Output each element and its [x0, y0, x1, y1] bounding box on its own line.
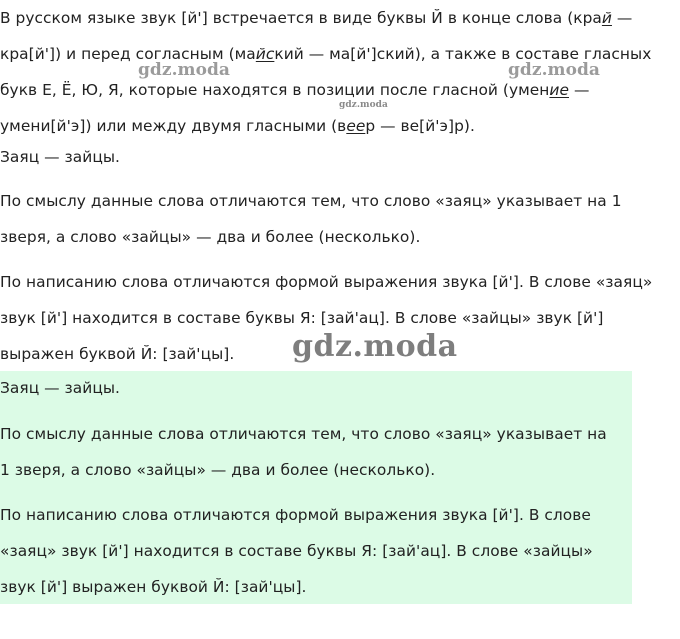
highlighted-spelling-line-3: звук [й'] выражен буквой Й: [зай'цы].	[0, 578, 307, 596]
intro-text: —	[569, 81, 590, 99]
highlighted-answer-title: Заяц — зайцы.	[0, 379, 120, 397]
intro-text: букв Е, Ё, Ю, Я, которые находятся в позиции после гласной (умен	[0, 81, 550, 99]
answer-title: Заяц — зайцы.	[0, 148, 120, 166]
intro-text: кий — ма[й']ский), а также в составе гласных	[274, 45, 652, 63]
spelling-line-3: выражен буквой Й: [зай'цы].	[0, 345, 235, 363]
intro-line-3	[0, 80, 589, 100]
intro-text: умени[й'э]) или между двумя гласными (в	[0, 117, 347, 135]
intro-text: кра[й']) и перед согласным (ма	[0, 45, 256, 63]
watermark: gdz.moda	[339, 100, 388, 110]
spelling-line-1: По написанию слова отличаются формой выражения звука [й']. В слове «заяц»	[0, 273, 653, 291]
meaning-line-2: зверя, а слово «зайцы» — два и более (несколько).	[0, 228, 421, 246]
intro-text: р — ве[й'э]р).	[365, 117, 475, 135]
answer-highlight-box	[0, 371, 632, 604]
underlined-letters: ие	[549, 81, 569, 99]
underlined-letter: й	[601, 9, 612, 27]
underlined-letters: ее	[346, 117, 366, 135]
spelling-line-2: звук [й'] находится в составе буквы Я: [зай'ац]. В слове «зайцы» звук [й']	[0, 309, 604, 327]
highlighted-spelling-line-2: «заяц» звук [й'] находится в составе буквы Я: [зай'ац]. В слове «зайцы»	[0, 542, 593, 560]
intro-line-2	[0, 44, 651, 64]
highlighted-meaning-line-1: По смыслу данные слова отличаются тем, что слово «заяц» указывает на	[0, 425, 607, 443]
watermark: gdz.moda	[508, 60, 600, 80]
intro-line-4	[0, 116, 475, 136]
highlighted-spelling-line-1: По написанию слова отличаются формой выражения звука [й']. В слове	[0, 506, 591, 524]
meaning-line-1: По смыслу данные слова отличаются тем, что слово «заяц» указывает на 1	[0, 192, 622, 210]
underlined-letters: йс	[255, 45, 275, 63]
intro-text: В русском языке звук [й'] встречается в виде буквы Й в конце слова (кра	[0, 9, 602, 27]
intro-line-1	[0, 8, 632, 28]
intro-text: —	[611, 9, 633, 27]
watermark: gdz.moda	[138, 60, 230, 80]
watermark: gdz.moda	[292, 329, 458, 364]
highlighted-meaning-line-2: 1 зверя, а слово «зайцы» — два и более (несколько).	[0, 461, 436, 479]
